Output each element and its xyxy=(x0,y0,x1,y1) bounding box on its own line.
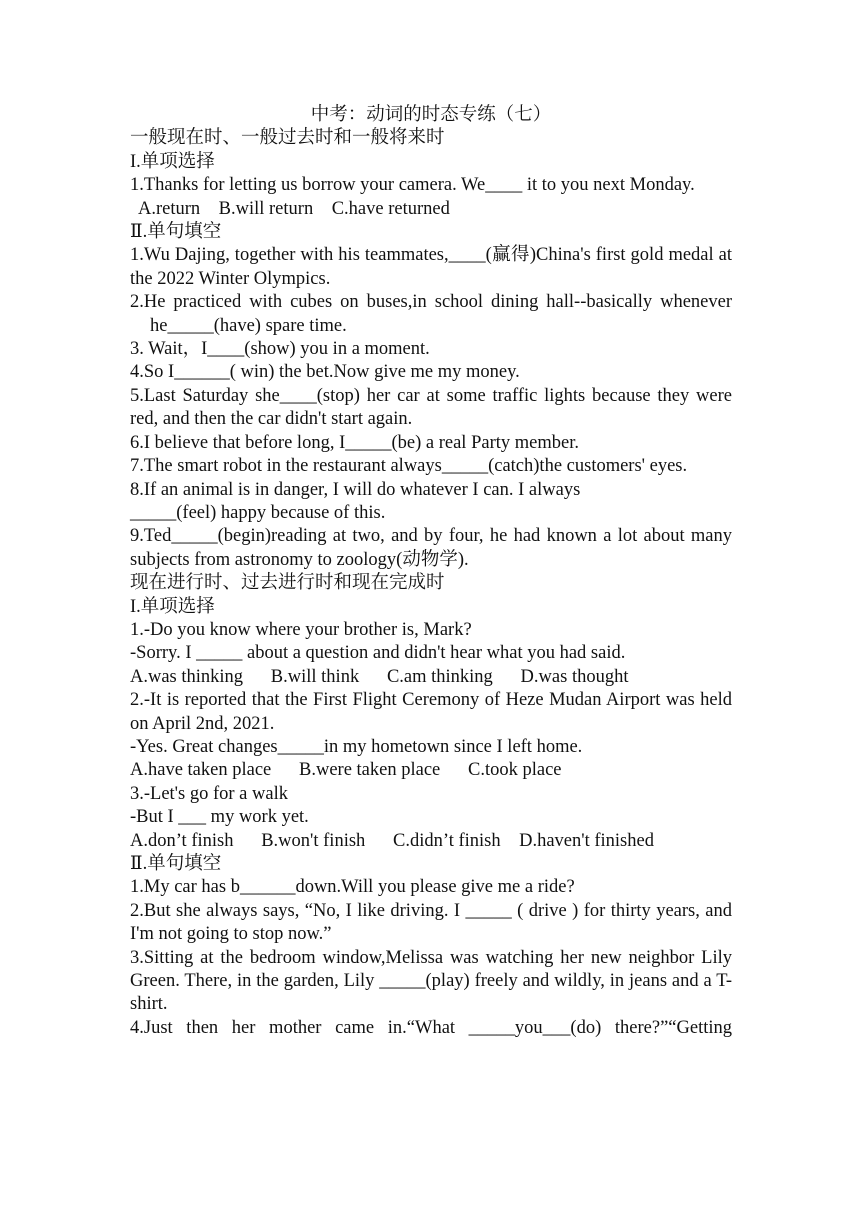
question-text-continued: -Sorry. I _____ about a question and didn't hear what you had said. xyxy=(130,643,626,664)
fill-question: 9.Ted_____(begin)reading at two, and by four, he had known a lot about many subjects from astronomy to zoology(动物学). xyxy=(130,526,732,570)
question-text: 2.-It is reported that the First Flight Ceremony of Heze Mudan Airport was held on April 2nd, 2021. xyxy=(130,690,732,734)
question-text: 3.-Let's go for a walk xyxy=(130,783,288,804)
part-heading-single-choice: I.单项选择 xyxy=(130,596,215,617)
fill-question: 4.So I______( win) the bet.Now give me my money. xyxy=(130,362,520,383)
fill-question: 3. Wait，I____(show) you in a moment. xyxy=(130,339,430,360)
fill-question: 6.I believe that before long, I_____(be) a real Party member. xyxy=(130,432,579,453)
question-text-continued: -Yes. Great changes_____in my hometown since I left home. xyxy=(130,736,583,757)
document-page xyxy=(130,104,732,1040)
fill-question: 2.He practiced with cubes on buses,in school dining hall--basically whenever he_____(have) spare time. xyxy=(130,292,732,336)
part-heading-fill-in: Ⅱ.单句填空 xyxy=(130,854,222,874)
fill-question: 4.Just then her mother came in.“What _____you___(do) there?”“Getting xyxy=(130,1017,732,1038)
fill-question: 3.Sitting at the bedroom window,Melissa was watching her new neighbor Lily Green. There, in the garden, Lily _____(play) freely and wildly, in jeans and a T-shirt. xyxy=(130,947,732,1015)
question-options: A.have taken place B.were taken place C.took place xyxy=(130,760,562,781)
question-options: A.return B.will return C.have returned xyxy=(138,198,450,219)
question-text-continued: -But I ___ my work yet. xyxy=(130,807,309,828)
fill-question: 2.But she always says, “No, I like driving. I _____ ( drive ) for thirty years, and I'm not going to stop now.” xyxy=(130,900,732,945)
fill-question: 1.My car has b______down.Will you please give me a ride? xyxy=(130,877,575,898)
document-title: 中考：动词的时态专练（七） xyxy=(310,105,552,125)
fill-question: 1.Wu Dajing, together with his teammates,____(赢得)China's first gold medal at the 2022 Winter Olympics. xyxy=(130,245,732,289)
fill-question: 7.The smart robot in the restaurant always_____(catch)the customers' eyes. xyxy=(130,456,688,477)
part-heading-fill-in: Ⅱ.单句填空 xyxy=(130,222,222,243)
question-text: 1.-Do you know where your brother is, Mark? xyxy=(130,619,472,640)
question-text: 1.Thanks for letting us borrow your camera. We____ it to you next Monday. xyxy=(130,175,695,196)
question-options: A.don’t finish B.won't finish C.didn’t finish D.haven't finished xyxy=(130,830,654,851)
fill-question: 8.If an animal is in danger, I will do whatever I can. I always xyxy=(130,479,581,500)
question-options: A.was thinking B.will think C.am thinking D.was thought xyxy=(130,666,629,687)
fill-question: 5.Last Saturday she____(stop) her car at some traffic lights because they were red, and then the car didn't start again. xyxy=(130,385,732,430)
fill-question-continued: _____(feel) happy because of this. xyxy=(130,502,386,523)
section-heading-simple-tenses: 一般现在时、一般过去时和一般将来时 xyxy=(130,128,445,149)
section-heading-progressive-perfect: 现在进行时、过去进行时和现在完成时 xyxy=(130,573,445,594)
part-heading-single-choice: I.单项选择 xyxy=(130,151,215,172)
